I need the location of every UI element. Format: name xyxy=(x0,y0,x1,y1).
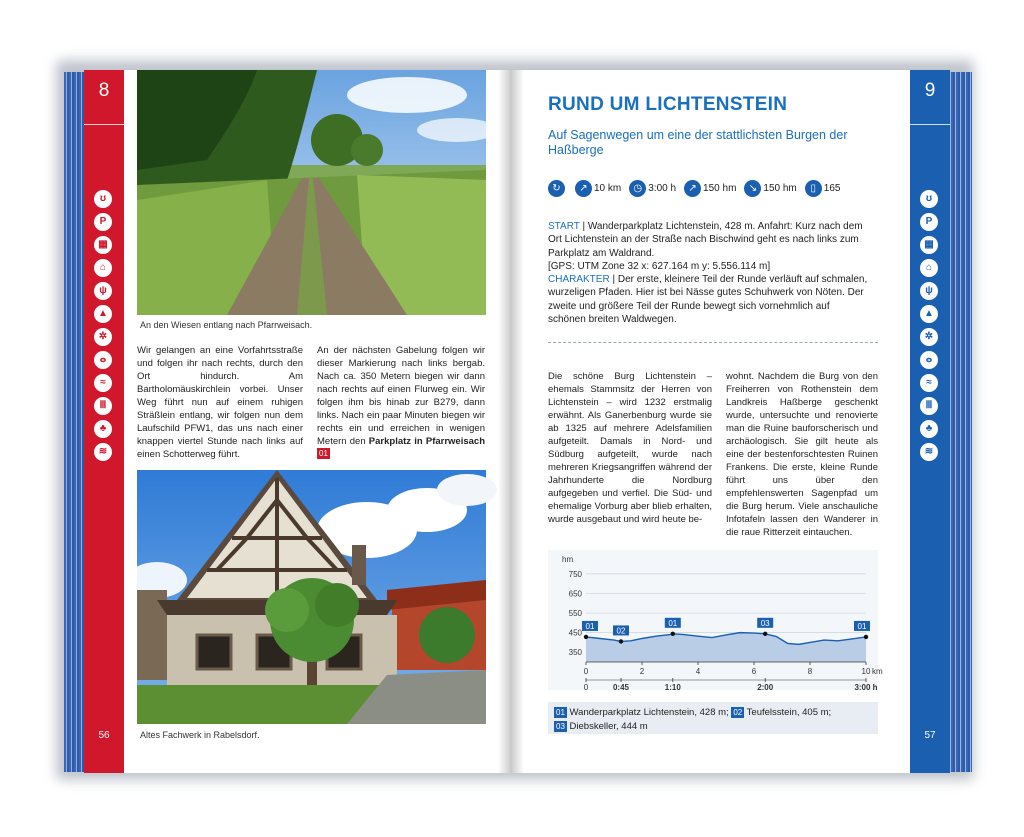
text-column-2 xyxy=(317,344,485,461)
y-tick-label: 650 xyxy=(568,589,582,599)
swimming-icon: ≋ xyxy=(94,443,112,461)
x-tick-label: 0 xyxy=(583,667,589,676)
tree-icon: ♣ xyxy=(94,420,112,438)
museum-icon: Ⅲ xyxy=(920,397,938,415)
loop-icon: ↻ xyxy=(548,180,565,197)
stat-value: 165 xyxy=(823,182,841,194)
x-tick-label: 4 xyxy=(695,667,701,676)
waypoint-label: 01 xyxy=(857,621,867,631)
text-column-1: Die schöne Burg Lichtenstein – ehemals Stammsitz der Herren von Lichtenstein – wird 1232 erstmalig erwähnt. Als Ganerbenburg wurde sie ab 1325 auf mehrere Adelsfamilien aufgeteilt. Damals in Nord- und Südburg aufgeteilt, wurde nach mehreren Kriegsangriffen während der Jahrhunderte die Nordburg aufgegeben und verfiel. Die Süd- und ehemalige Vorburg aber blieb erhalten, wurde ausgebaut und wird heute be- xyxy=(548,371,712,525)
tour-number: 9 xyxy=(924,80,936,101)
stat-item xyxy=(548,180,567,197)
x-tick-label: 8 xyxy=(807,667,813,676)
waypoint-dot xyxy=(763,632,767,636)
time-tick-label: 3:00 h xyxy=(854,683,878,692)
campfire-icon: ▲ xyxy=(94,305,112,323)
stat-item xyxy=(805,180,841,197)
waypoint-dot xyxy=(619,639,623,643)
destination-name: Parkplatz in Pfarrweisach xyxy=(368,436,485,447)
y-tick-label: 350 xyxy=(568,648,582,658)
swimming-icon: ≋ xyxy=(920,443,938,461)
tab-divider xyxy=(910,124,950,125)
bathing-icon: ≈ xyxy=(920,374,938,392)
restaurant-icon: ⌂ xyxy=(920,259,938,277)
right-tab-strip xyxy=(910,70,950,773)
campfire-icon: ▲ xyxy=(920,305,938,323)
amenity-icons xyxy=(920,190,940,466)
restaurant-icon: ⌂ xyxy=(94,259,112,277)
text-column-2: wohnt. Nachdem die Burg von den Freiherren von Rothenstein dem Landkreis Haßberge geschenkt wurde, untersuchte und renovierte man die Ruine bauforscherisch und archäologisch. Sie gilt heute als eine der bestenforschtesten Ruinen Frankens. Die erste, kleine Runde führt uns über den empfehlenswerten Sagenpfad um die Burg herum. Viele anschauliche Infotafeln lassen den Wanderer in die raue Ritterzeit eintauchen. xyxy=(726,371,878,538)
x-axis-label: km xyxy=(872,667,883,676)
bicycle-icon: ⴰ xyxy=(920,351,938,369)
gps-text: [GPS: UTM Zone 32 x: 627.164 m y: 5.556.114 m] xyxy=(548,260,771,272)
parking-icon: P xyxy=(920,213,938,231)
waypoint-badge: 03 xyxy=(556,722,565,731)
tour-subtitle: Auf Sagenwegen um eine der stattlichsten Burgen der Haßberge xyxy=(548,128,848,157)
bus-icon: ▦ xyxy=(920,236,938,254)
waypoint-badge: 02 xyxy=(733,708,743,717)
charakter-label: CHARAKTER xyxy=(548,274,610,286)
charakter-text: | Der erste, kleinere Teil der Runde verläuft auf schmalen, wurzeligen Pfaden. Hier ist bei Nässe gutes Schuhwerk von Nöten. Der zweite und größere Teil der Runde bewegt sich vornehmlich auf schönen breiten Waldwegen. xyxy=(548,274,868,326)
bathing-icon: ≈ xyxy=(94,374,112,392)
museum-icon: Ⅲ xyxy=(94,397,112,415)
photo-caption: An den Wiesen entlang nach Pfarrweisach. xyxy=(140,320,313,330)
waypoint-label: 01 xyxy=(585,621,595,631)
time-tick-label: 0:45 xyxy=(612,683,630,692)
timbered-house-photo xyxy=(137,470,486,724)
left-page xyxy=(84,70,510,773)
stat-value: 10 km xyxy=(594,182,622,194)
elevation-profile-chart xyxy=(548,550,883,692)
cutlery-icon: ψ xyxy=(94,282,112,300)
bear-icon: ʊ xyxy=(94,190,112,208)
waypoint-label: 02 xyxy=(616,626,626,636)
waypoint-legend xyxy=(554,706,874,734)
left-tab-strip xyxy=(84,70,124,773)
snowflake-icon: ✲ xyxy=(920,328,938,346)
tour-number: 8 xyxy=(98,80,110,101)
waypoint-name: Diebskeller, 444 m xyxy=(566,721,648,732)
stat-item xyxy=(744,180,796,197)
waypoint-dot xyxy=(671,632,675,636)
waypoint-badge: 01 xyxy=(319,449,328,458)
y-tick-label: 450 xyxy=(568,628,582,638)
stat-item xyxy=(684,180,736,197)
x-tick-label: 6 xyxy=(751,667,757,676)
bus-icon: ▦ xyxy=(94,236,112,254)
x-tick-label: 10 xyxy=(861,667,871,676)
left-page-edges xyxy=(64,72,86,772)
waypoint-label: 03 xyxy=(760,618,770,628)
y-tick-label: 750 xyxy=(568,569,582,579)
ascent-icon: ↗ xyxy=(684,180,701,197)
waypoint-badge: 01 xyxy=(556,708,565,717)
bear-icon: ʊ xyxy=(920,190,938,208)
descent-icon: ↘ xyxy=(744,180,761,197)
page-number: 57 xyxy=(924,730,936,741)
waypoint-name: Wanderparkplatz Lichtenstein, 428 m; xyxy=(566,707,732,718)
waypoint-dot xyxy=(864,635,868,639)
start-text: | Wanderparkplatz Lichtenstein, 428 m. Anfahrt: Kurz nach dem Ort Lichtenstein an der Straße nach Bischwind geht es nach links zum Parkplatz am Waldrand. xyxy=(548,221,863,259)
waypoint-name: Teufelsstein, 405 m; xyxy=(744,707,832,718)
tour-stats xyxy=(548,178,848,198)
tree-icon: ♣ xyxy=(920,420,938,438)
y-tick-label: 550 xyxy=(568,609,582,619)
waypoint-label: 01 xyxy=(668,618,678,628)
tour-title: RUND UM LICHTENSTEIN xyxy=(548,94,788,115)
right-page-edges xyxy=(948,72,972,772)
time-tick-label: 1:10 xyxy=(664,683,681,692)
start-label: START xyxy=(548,221,580,232)
stat-value: 150 hm xyxy=(763,182,797,194)
cutlery-icon: ψ xyxy=(920,282,938,300)
right-page xyxy=(510,70,950,773)
parking-icon: P xyxy=(94,213,112,231)
snowflake-icon: ✲ xyxy=(94,328,112,346)
distance-icon: ↗ xyxy=(575,180,592,197)
amenity-icons xyxy=(94,190,114,466)
stat-item xyxy=(575,180,621,197)
waypoint-dot xyxy=(584,635,588,639)
phone-icon: ▯ xyxy=(805,180,822,197)
text-column-1: Wir gelangen an eine Vorfahrtsstraße und folgen ihr nach rechts, durch den Ort hindurch. Am Bartholomäuskirchlein vorbei. Unser Weg führt nun auf einem ruhigen Sträßlein entlang, wir folgen nun dem Laufschild PFW1, das uns nach einer knappen viertel Stunde nach links auf einen Schotterweg führt. xyxy=(137,345,303,460)
bicycle-icon: ⴰ xyxy=(94,351,112,369)
elevation-area xyxy=(586,633,866,662)
tour-info xyxy=(548,220,870,326)
page-number: 56 xyxy=(98,730,110,741)
tab-divider xyxy=(84,124,124,125)
text-body: An der nächsten Gabelung folgen wir dieser Markierung nach links bergab. Nach ca. 350 Metern biegen wir dann nach rechts auf einen Flurweg ein. Wir folgen ihm bis hinab zur B279, dann links. Nach ein paar Minuten biegen wir rechts ein und erreichen in wenigen Metern den xyxy=(317,345,485,447)
stat-value: 3:00 h xyxy=(648,182,677,194)
time-tick-label: 0 xyxy=(583,683,589,692)
stat-value: 150 hm xyxy=(703,182,737,194)
y-axis-label: hm xyxy=(562,555,574,564)
x-tick-label: 2 xyxy=(639,667,645,676)
meadow-path-photo xyxy=(137,70,486,315)
stat-item xyxy=(629,180,676,197)
section-divider xyxy=(548,342,878,343)
photo-caption: Altes Fachwerk in Rabelsdorf. xyxy=(140,730,260,740)
clock-icon: ◷ xyxy=(629,180,646,197)
time-tick-label: 2:00 xyxy=(757,683,774,692)
